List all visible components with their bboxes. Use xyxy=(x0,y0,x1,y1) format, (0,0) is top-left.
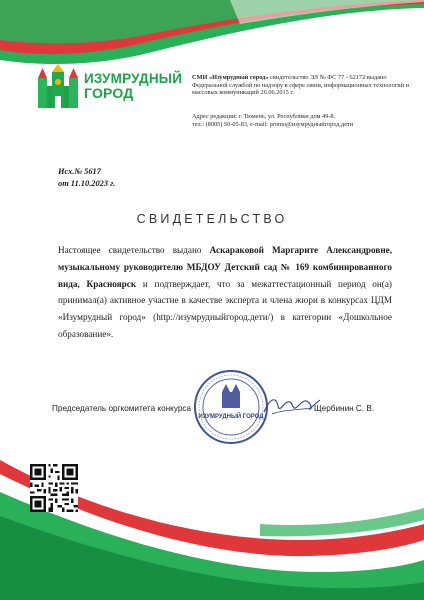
logo-line-2: ГОРОД xyxy=(84,85,134,101)
certificate-body xyxy=(58,242,392,343)
logo-wordmark xyxy=(84,72,182,100)
qr-code xyxy=(30,464,78,512)
recipient: Аскараковой Маргарите Александровне, музыкальному руководителю МБДОУ Детский сад № 169 комбинированного вида, Красноярск xyxy=(58,245,393,289)
body-intro: Настоящее свидетельство выдано xyxy=(58,245,210,255)
top-decorative-wave xyxy=(0,0,424,70)
official-stamp xyxy=(192,368,270,446)
handwritten-signature xyxy=(262,392,322,420)
stamp-text: ИЗУМРУДНЫЙ ГОРОД xyxy=(198,414,264,420)
registry-name: СМИ «Изумрудный город» xyxy=(192,74,269,81)
contact-line: тел.: (8005) 50-05-83, e-mail: promo@изумрудныйгород.дети xyxy=(192,120,354,128)
emerald-city-castle-icon xyxy=(34,64,82,112)
document-title: СВИДЕТЕЛЬСТВО xyxy=(136,212,288,226)
outgoing-reference xyxy=(58,166,115,190)
reference-number: Исх.№ 5617 xyxy=(58,167,101,176)
logo xyxy=(34,64,184,114)
media-registration-info xyxy=(192,74,412,97)
address-line: Адрес редакции: г. Тюмень, ул. Республики дом 49-8. xyxy=(192,113,336,120)
body-statement: и подтверждает, что за межаттестационный период он(а) принимал(а) активное участие в качестве эксперта и члена жюри в конкурсах ЦДМ «Изумрудный город» (http://изумрудныйгород.дети/) в категории «Дошкольное образование». xyxy=(58,278,392,339)
registry-details: свидетельство ЭЛ № ФС 77 - 62172 выдано Федеральной службой по надзору в сфере связи, информационных технологий и массовых коммуникаций 26.06.2015 г. xyxy=(192,74,409,97)
signatory-name: Щербинин С. В. xyxy=(314,404,375,413)
logo-line-1: ИЗУМРУДНЫЙ xyxy=(84,71,183,86)
reference-date: от 11.10.2023 г. xyxy=(58,179,116,188)
editorial-address xyxy=(192,113,412,128)
signatory-role: Председатель оргкомитета конкурса xyxy=(52,404,192,413)
